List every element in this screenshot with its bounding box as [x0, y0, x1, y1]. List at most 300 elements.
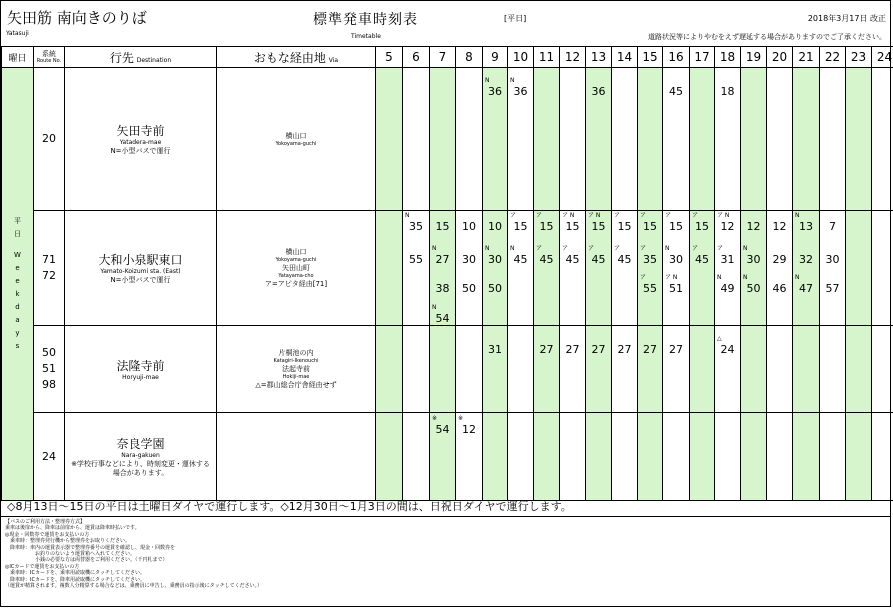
hour-cell: [741, 326, 767, 413]
hour-cell: [820, 211, 846, 326]
departure-time: [430, 305, 455, 326]
departure-mark: N: [795, 212, 800, 219]
departure-mark: ※: [432, 415, 438, 422]
departure-minute: 45: [513, 253, 528, 266]
departure-minute: 27: [591, 343, 606, 356]
hour-cell: [767, 211, 793, 326]
destination-note: N=小型バスで運行: [110, 276, 171, 284]
departure-time: [715, 78, 740, 100]
hour-cell: [663, 68, 690, 211]
via-stop: 横山口: [285, 132, 307, 140]
departure-minute: 57: [825, 282, 840, 295]
hour-cell: [560, 68, 586, 211]
hour-cell: [638, 326, 663, 413]
via-cell: [217, 326, 376, 413]
departure-time: [820, 275, 845, 297]
departure-time: [456, 416, 482, 438]
via-note: ア=アピタ経由[71]: [264, 280, 328, 288]
departure-time: [508, 78, 533, 100]
departure-minute: 18: [720, 85, 735, 98]
departure-time: [586, 336, 611, 358]
departure-time: [663, 246, 689, 268]
departure-minute: 27: [669, 343, 683, 356]
departure-time: [560, 336, 585, 358]
holiday-schedule-note: ◇8月13日～15日の平日は土曜日ダイヤで運行します。◇12月30日～1月3日の間は、日祝日ダイヤで運行します。: [7, 500, 572, 513]
weekday-char-en: a: [15, 316, 20, 324]
route-number: 20: [42, 132, 56, 145]
departure-minute: 36: [591, 85, 606, 98]
hour-cell: [612, 413, 638, 501]
departure-minute: 10: [488, 220, 502, 233]
departure-mark: N: [717, 274, 722, 281]
route-number-cell: [34, 413, 65, 501]
hour-header: 20: [767, 47, 793, 68]
hour-cell: [638, 211, 663, 326]
hour-cell: [715, 326, 741, 413]
hour-cell: [534, 326, 560, 413]
hour-header: 22: [820, 47, 846, 68]
hour-cell: [586, 413, 612, 501]
departure-minute: 15: [695, 220, 709, 233]
weekday-char-en: y: [15, 329, 20, 337]
departure-time: [560, 213, 585, 235]
hour-cell: [403, 413, 430, 501]
hour-header: 19: [741, 47, 767, 68]
hour-cell: [846, 211, 872, 326]
via-stop-roman: Yokoyama-guchi: [275, 257, 317, 263]
hour-cell: [872, 326, 893, 413]
departure-time: [534, 336, 559, 358]
hour-cell: [430, 68, 456, 211]
hour-header: 18: [715, 47, 741, 68]
route-number: 98: [42, 378, 56, 391]
hour-cell: [456, 211, 483, 326]
hour-cell: [741, 413, 767, 501]
departure-time: [456, 246, 482, 268]
hour-cell: [612, 68, 638, 211]
hour-cell: [430, 211, 456, 326]
departure-time: [715, 336, 740, 358]
fare-instruction-line: 乗車時：整理券発行機から整理券をお取りください。: [5, 538, 131, 545]
departure-time: [612, 336, 637, 358]
departure-mark: ア: [588, 245, 595, 252]
departure-mark: N: [743, 274, 748, 281]
departure-minute: 12: [772, 220, 787, 233]
delay-notice: 道路状況等によりやむをえず遅延する場合がありますのでご了承ください。: [648, 33, 886, 41]
hour-cell: [820, 326, 846, 413]
hour-header: 16: [663, 47, 690, 68]
route-header-ja: 系統: [42, 50, 56, 58]
hour-cell: [715, 211, 741, 326]
weekday-char-en: d: [15, 303, 20, 311]
departure-time: [715, 213, 740, 235]
route-header-en: Route No.: [36, 58, 62, 64]
departure-time: [534, 213, 559, 235]
weekday-char-en: e: [15, 277, 20, 285]
hour-cell: [560, 326, 586, 413]
departure-minute: 32: [799, 253, 813, 266]
hour-cell: [793, 413, 820, 501]
departure-mark: ア: [562, 245, 569, 252]
hour-cell: [586, 68, 612, 211]
departure-mark: ※: [458, 415, 464, 422]
departure-mark: ア N: [665, 274, 678, 281]
destination-note: ※学校行事などにより、時刻変更・運休する: [71, 460, 210, 468]
departure-minute: 30: [746, 253, 761, 266]
departure-minute: 15: [539, 220, 554, 233]
departure-minute: 45: [617, 253, 632, 266]
hour-header: 21: [793, 47, 820, 68]
departure-mark: ア: [665, 212, 672, 219]
departure-mark: N: [432, 304, 437, 311]
hour-cell: [846, 68, 872, 211]
destination-roman: Yamato-Koizumi sta. (East): [100, 268, 181, 275]
hour-cell: [767, 326, 793, 413]
fare-instruction-line: 乗車は後扉から、降車は前扉から、運賃は降車時払いです。: [5, 525, 140, 532]
hour-cell: [872, 68, 893, 211]
hour-cell: [456, 413, 483, 501]
destination-name: 法隆寺前: [116, 358, 165, 373]
via-stop-roman: Yokoyama-guchi: [275, 141, 317, 147]
departure-minute: 30: [825, 253, 840, 266]
hour-cell: [430, 326, 456, 413]
departure-time: [456, 213, 482, 235]
hour-cell: [483, 68, 508, 211]
weekday-char-en: s: [15, 342, 20, 350]
departure-time: [508, 246, 533, 268]
departure-time: [612, 213, 637, 235]
hour-cell: [430, 413, 456, 501]
departure-mark: ア N: [588, 212, 601, 219]
weekday-char-ja: 平: [14, 217, 21, 225]
fare-instruction-line: ◎現金・回数券で運賃をお支払いの方: [5, 531, 90, 538]
departure-time: [715, 275, 740, 297]
revision-date: 2018年3月17日 改正: [807, 14, 886, 23]
departure-time: [793, 275, 819, 297]
via-cell: [217, 68, 376, 211]
hour-cell: [508, 211, 534, 326]
departure-time: [767, 213, 792, 235]
hour-cell: [534, 211, 560, 326]
hour-cell: [534, 413, 560, 501]
departure-time: [741, 213, 766, 235]
departure-mark: ア N: [562, 212, 575, 219]
hour-cell: [403, 211, 430, 326]
column-header-via: [217, 47, 376, 68]
via-header-en: Via: [328, 56, 339, 64]
route-number: 24: [42, 449, 56, 463]
departure-minute: 46: [772, 282, 787, 295]
departure-mark: N: [743, 245, 748, 252]
hour-cell: [403, 326, 430, 413]
departure-minute: 30: [669, 253, 683, 266]
hour-header: 7: [430, 47, 456, 68]
departure-minute: 55: [643, 282, 657, 295]
departure-minute: 35: [409, 220, 423, 233]
hour-cell: [586, 211, 612, 326]
column-header-route: [34, 47, 65, 68]
hour-cell: [456, 68, 483, 211]
departure-minute: 15: [643, 220, 657, 233]
departure-time: [456, 275, 482, 297]
departure-minute: 45: [539, 253, 554, 266]
hour-cell: [456, 326, 483, 413]
departure-time: [663, 275, 689, 297]
departure-time: [430, 275, 455, 297]
departure-minute: 15: [513, 220, 528, 233]
departure-minute: 27: [539, 343, 554, 356]
hour-cell: [483, 211, 508, 326]
departure-time: [508, 213, 533, 235]
departure-minute: 47: [799, 282, 813, 295]
route-row: [2, 211, 893, 326]
departure-time: [586, 78, 611, 100]
departure-mark: ア: [640, 245, 647, 252]
fare-instruction-line: 小銭の必要な方は両替器をご利用ください。（千円札まで）: [5, 557, 168, 564]
via-cell: [217, 211, 376, 326]
departure-minute: 13: [799, 220, 813, 233]
departure-minute: 10: [462, 220, 476, 233]
column-header-day: 曜日: [2, 47, 34, 68]
hour-cell: [376, 68, 403, 211]
column-header-destination: [65, 47, 217, 68]
departure-time: [560, 246, 585, 268]
departure-time: [638, 246, 662, 268]
destination-note: 場合があります。: [112, 469, 169, 477]
via-stop: 片桐池の内: [278, 349, 314, 357]
hour-cell: [376, 413, 403, 501]
hour-cell: [560, 211, 586, 326]
hour-cell: [560, 413, 586, 501]
route-number: 72: [42, 269, 56, 282]
hour-cell: [638, 68, 663, 211]
weekday-char-en: W: [14, 251, 21, 259]
departure-minute: 12: [462, 423, 476, 436]
destination-note: N=小型バスで運行: [110, 147, 171, 155]
departure-time: [767, 275, 792, 297]
hour-cell: [741, 68, 767, 211]
hour-header: 10: [508, 47, 534, 68]
hour-header: 13: [586, 47, 612, 68]
departure-time: [586, 213, 611, 235]
via-stop-roman: Yatayama-cho: [278, 273, 314, 279]
hour-cell: [508, 68, 534, 211]
departure-time: [741, 275, 766, 297]
departure-minute: 50: [746, 282, 761, 295]
departure-time: [403, 213, 429, 235]
destination-cell: [65, 413, 217, 501]
departure-time: [638, 275, 662, 297]
hour-cell: [793, 326, 820, 413]
departure-mark: N: [432, 245, 437, 252]
departure-time: [663, 78, 689, 100]
departure-minute: 45: [565, 253, 580, 266]
hour-cell: [376, 326, 403, 413]
departure-time: [430, 213, 455, 235]
hour-header: 14: [612, 47, 638, 68]
hour-header: 8: [456, 47, 483, 68]
route-number: 51: [42, 362, 56, 375]
via-stop-roman: Katagiri-Ikenouchi: [273, 358, 319, 364]
destination-header-ja: 行先: [109, 50, 134, 65]
hour-cell: [715, 68, 741, 211]
departure-time: [403, 246, 429, 268]
hour-cell: [612, 211, 638, 326]
departure-minute: 15: [591, 220, 606, 233]
departure-time: [638, 213, 662, 235]
destination-cell: [65, 326, 217, 413]
hour-cell: [508, 326, 534, 413]
fare-instructions: [1, 516, 890, 606]
timetable-header-row: [2, 47, 893, 68]
hour-header: 6: [403, 47, 430, 68]
fare-instruction-line: ◎ICカードで運賃をお支払いの方: [5, 563, 80, 570]
departure-time: [430, 416, 455, 438]
departure-time: [690, 246, 714, 268]
hour-header: 23: [846, 47, 872, 68]
departure-mark: ア: [614, 212, 621, 219]
fare-instruction-line: 乗車時：ICカードを、乗車用読取機にタッチしてください。: [5, 570, 145, 577]
departure-mark: N: [485, 77, 490, 84]
departure-minute: 27: [617, 343, 632, 356]
departure-minute: 50: [462, 282, 476, 295]
destination-cell: [65, 68, 217, 211]
hour-cell: [376, 211, 403, 326]
departure-mark: N: [405, 212, 410, 219]
route-number: 50: [42, 346, 56, 359]
route-row: [2, 326, 893, 413]
hour-cell: [846, 326, 872, 413]
hour-cell: [483, 413, 508, 501]
departure-time: [663, 336, 689, 358]
departure-minute: 27: [565, 343, 580, 356]
departure-mark: ア: [717, 245, 724, 252]
departure-mark: ア: [692, 212, 699, 219]
hour-cell: [586, 326, 612, 413]
departure-minute: 30: [462, 253, 476, 266]
departure-minute: 12: [720, 220, 735, 233]
hour-cell: [663, 413, 690, 501]
departure-minute: 15: [435, 220, 450, 233]
timetable-header: [1, 1, 890, 43]
hour-cell: [767, 68, 793, 211]
departure-minute: 55: [409, 253, 423, 266]
departure-minute: 45: [695, 253, 709, 266]
weekday-char-ja: 日: [14, 230, 21, 238]
via-note: △=郡山総合庁舎経由せず: [255, 381, 337, 389]
departure-mark: N: [485, 245, 490, 252]
hour-header: 12: [560, 47, 586, 68]
departure-time: [793, 246, 819, 268]
departure-time: [715, 246, 740, 268]
via-cell: [217, 413, 376, 501]
departure-time: [586, 246, 611, 268]
destination-cell: [65, 211, 217, 326]
weekday-spacer: [2, 241, 33, 249]
departure-minute: 15: [669, 220, 683, 233]
departure-time: [767, 246, 792, 268]
route-number: 71: [42, 253, 56, 266]
departure-time: [663, 213, 689, 235]
hour-cell: [690, 68, 715, 211]
hour-cell: [690, 326, 715, 413]
weekday-char-en: k: [15, 290, 20, 298]
destination-name: 奈良学園: [116, 437, 165, 451]
departure-mark: N: [510, 245, 515, 252]
via-stop-roman: Hokiji-mae: [282, 374, 310, 380]
departure-minute: 35: [643, 253, 657, 266]
destination-name: 矢田寺前: [116, 124, 165, 138]
stop-name: 矢田筋 南向きのりば: [7, 9, 147, 27]
departure-time: [612, 246, 637, 268]
departure-mark: ア: [536, 245, 543, 252]
departure-mark: N: [665, 245, 670, 252]
departure-minute: 15: [617, 220, 632, 233]
hour-header: 5: [376, 47, 403, 68]
departure-minute: 45: [669, 85, 683, 98]
destination-header-en: Destination: [136, 56, 172, 64]
hour-cell: [534, 68, 560, 211]
hour-header: 9: [483, 47, 508, 68]
route-number-cell: [34, 326, 65, 413]
departure-time: [483, 213, 507, 235]
departure-minute: 29: [772, 253, 787, 266]
departure-minute: 45: [591, 253, 606, 266]
via-stop: 矢田山町: [282, 264, 310, 272]
departure-time: [483, 78, 507, 100]
departure-time: [820, 246, 845, 268]
departure-minute: 30: [488, 253, 502, 266]
departure-minute: 54: [435, 312, 450, 325]
hour-cell: [872, 413, 893, 501]
departure-mark: N: [510, 77, 515, 84]
destination-name: 大和小泉駅東口: [98, 253, 183, 267]
hour-cell: [741, 211, 767, 326]
stop-roman-name: Yatasuji: [6, 30, 29, 37]
route-row: [2, 413, 893, 501]
departure-time: [483, 336, 507, 358]
departure-minute: 12: [746, 220, 761, 233]
departure-mark: N: [795, 274, 800, 281]
departure-mark: ア: [510, 212, 517, 219]
departure-minute: 36: [488, 85, 502, 98]
fare-instruction-line: 【バスのご利用方法・整理券方式】: [5, 519, 86, 525]
departure-time: [638, 336, 662, 358]
route-row: [2, 68, 893, 211]
hour-cell: [508, 413, 534, 501]
hour-cell: [820, 68, 846, 211]
departure-minute: 24: [720, 343, 735, 356]
departure-mark: ア: [614, 245, 621, 252]
via-header-ja: おもな経由地: [253, 50, 326, 65]
hour-cell: [403, 68, 430, 211]
departure-minute: 27: [435, 253, 450, 266]
departure-time: [793, 213, 819, 235]
hour-header: 24: [872, 47, 893, 68]
hour-cell: [872, 211, 893, 326]
hour-cell: [638, 413, 663, 501]
departure-mark: ア N: [717, 212, 730, 219]
departure-mark: △: [717, 335, 722, 342]
destination-roman: Horyuji-mae: [122, 373, 159, 381]
hour-cell: [690, 211, 715, 326]
departure-minute: 54: [435, 423, 450, 436]
departure-minute: 15: [565, 220, 580, 233]
departure-minute: 50: [488, 282, 502, 295]
fare-instruction-line: 降車時：ICカードを、降車用読取機にタッチしてください。: [5, 576, 145, 583]
hour-header: 17: [690, 47, 715, 68]
page-title-english: Timetable: [351, 33, 381, 40]
